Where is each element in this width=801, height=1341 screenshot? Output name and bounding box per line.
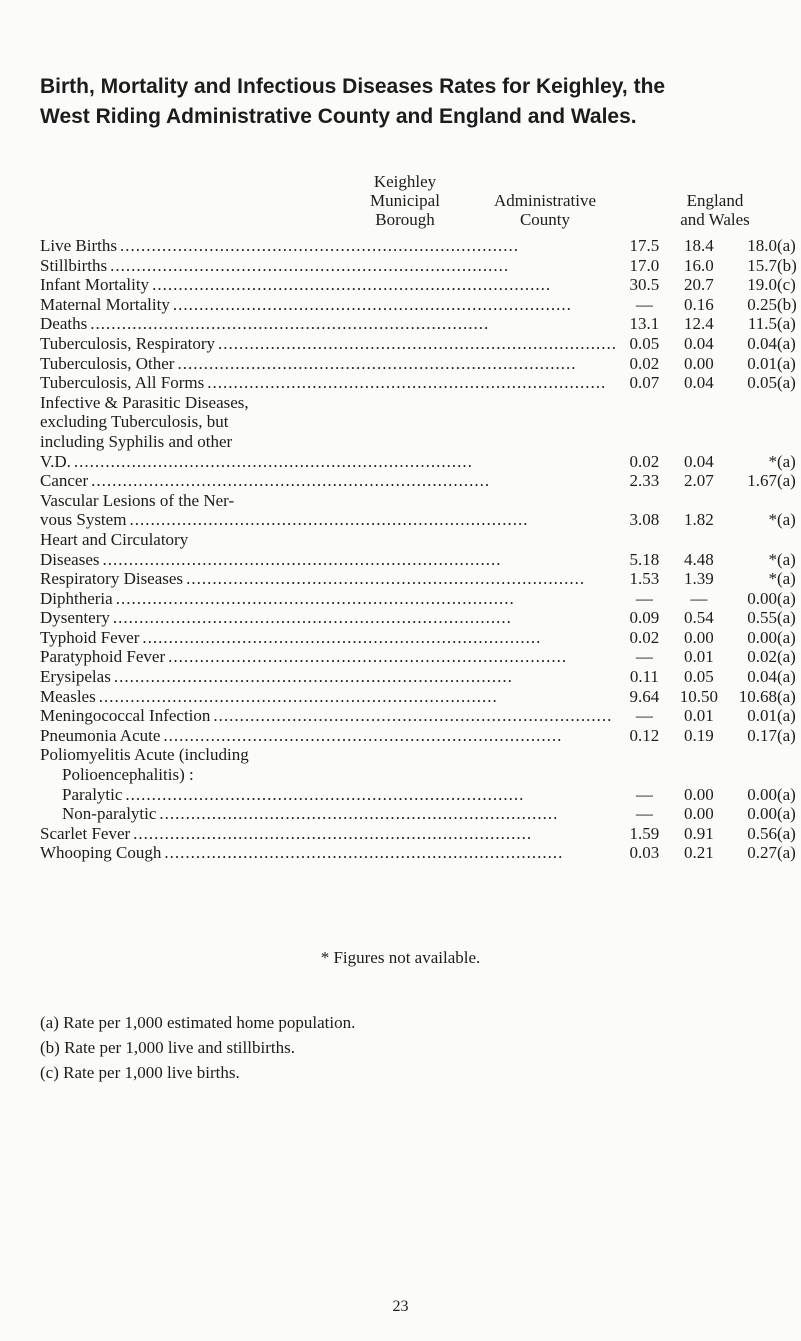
- value-keighley: —: [635, 294, 653, 314]
- leader-dots: [207, 373, 617, 393]
- value-england-wales: 0.56: [747, 823, 777, 843]
- value-keighley: 0.02: [629, 627, 660, 647]
- rate-basis-note: (a): [776, 333, 796, 353]
- leader-dots: [186, 569, 617, 589]
- footnote-a: (a) Rate per 1,000 estimated home population.: [40, 1013, 356, 1032]
- value-admin-county: 0.01: [683, 647, 714, 667]
- rate-basis-note: (b): [776, 255, 797, 275]
- value-keighley: 2.33: [629, 471, 660, 491]
- value-keighley: 0.12: [629, 725, 660, 745]
- value-england-wales: *: [768, 510, 777, 530]
- rate-basis-note: (a): [776, 784, 796, 804]
- value-england-wales: 18.0: [747, 236, 777, 255]
- value-admin-county: 0.91: [683, 823, 714, 843]
- rate-basis-note: (b): [776, 294, 797, 314]
- rate-basis-note: (c): [776, 275, 796, 295]
- value-admin-county: 0.00: [683, 784, 714, 804]
- column-header-administrative-county: Administrative County: [494, 191, 596, 229]
- title-line-1: Birth, Mortality and Infectious Diseases Rates for Keighley, the: [40, 75, 666, 98]
- row-label: Poliomyelitis Acute (including Polioencephalitis) : Paralytic .....: [40, 745, 617, 804]
- rate-basis-note: (a): [776, 373, 796, 393]
- value-admin-county: 10.50: [679, 686, 718, 706]
- rate-basis-note: (a): [776, 667, 796, 687]
- value-keighley: 0.03: [629, 843, 660, 863]
- row-label: Meningococcal Infection .....: [40, 706, 617, 726]
- row-label: Maternal Mortality .....: [40, 295, 617, 315]
- row-label: Cancer .....: [40, 471, 617, 491]
- value-admin-county: 0.04: [683, 451, 714, 471]
- value-england-wales: 0.04: [747, 667, 777, 687]
- value-keighley: 1.59: [629, 823, 660, 843]
- leader-dots: [125, 785, 617, 805]
- row-label: Erysipelas .....: [40, 667, 617, 687]
- table-row: [40, 843, 801, 863]
- value-england-wales: 0.02: [747, 647, 777, 667]
- rate-basis-note: (a): [776, 236, 796, 255]
- leader-dots: [114, 667, 617, 687]
- table-row: [40, 628, 801, 648]
- value-england-wales: *: [768, 451, 777, 471]
- table-row: [40, 804, 801, 824]
- table-row: [40, 471, 801, 491]
- rate-basis-note: (a): [776, 843, 796, 863]
- leader-dots: [90, 314, 617, 334]
- row-label: Measles .....: [40, 687, 617, 707]
- value-admin-county: 0.04: [683, 333, 714, 353]
- table-row: [40, 393, 801, 471]
- value-keighley: 0.05: [629, 333, 660, 353]
- row-label: Heart and Circulatory Diseases .....: [40, 530, 617, 569]
- value-keighley: —: [635, 647, 653, 667]
- table-row: [40, 589, 801, 609]
- rates-table: [40, 236, 801, 863]
- table-row: [40, 726, 801, 746]
- leader-dots: [142, 628, 617, 648]
- value-england-wales: 0.55: [747, 608, 777, 628]
- table-row: [40, 236, 801, 256]
- table-row: [40, 706, 801, 726]
- table-row: [40, 373, 801, 393]
- value-admin-county: 0.01: [683, 706, 714, 726]
- value-keighley: 17.5: [629, 236, 660, 255]
- row-label: Typhoid Fever .....: [40, 628, 617, 648]
- leader-dots: [113, 608, 617, 628]
- row-label: Vascular Lesions of the Ner- vous System .....: [40, 491, 617, 530]
- row-label: Live Births .....: [40, 236, 617, 256]
- value-england-wales: 0.00: [747, 784, 777, 804]
- table-row: [40, 314, 801, 334]
- row-label: Non-paralytic .....: [40, 804, 617, 824]
- title-line-2: West Riding Administrative County and England and Wales.: [40, 105, 637, 128]
- table-row: [40, 687, 801, 707]
- leader-dots: [129, 510, 617, 530]
- value-admin-county: 0.04: [683, 373, 714, 393]
- value-keighley: —: [635, 804, 653, 824]
- leader-dots: [99, 687, 617, 707]
- value-admin-county: 0.21: [683, 843, 714, 863]
- value-admin-county: 20.7: [683, 275, 714, 295]
- value-keighley: 3.08: [629, 510, 660, 530]
- row-label: Infective & Parasitic Diseases, excluding Tuberculosis, but including Syphilis and other V.D. .....: [40, 393, 617, 471]
- value-admin-county: 18.4: [683, 236, 714, 255]
- value-keighley: —: [635, 588, 653, 608]
- row-label: Tuberculosis, All Forms .....: [40, 373, 617, 393]
- rate-basis-note: (a): [776, 686, 796, 706]
- table-row: [40, 824, 801, 844]
- value-keighley: 0.02: [629, 353, 660, 373]
- rate-basis-note: (a): [776, 647, 796, 667]
- leader-dots: [102, 550, 617, 570]
- leader-dots: [173, 295, 617, 315]
- table-row: [40, 491, 801, 530]
- value-admin-county: 12.4: [683, 314, 714, 334]
- value-admin-county: 0.00: [683, 627, 714, 647]
- leader-dots: [164, 843, 617, 863]
- rate-basis-note: (a): [776, 314, 796, 334]
- table-row: [40, 295, 801, 315]
- value-keighley: 30.5: [629, 275, 660, 295]
- row-label: Whooping Cough .....: [40, 843, 617, 863]
- rate-basis-note: (a): [776, 627, 796, 647]
- value-keighley: 0.09: [629, 608, 660, 628]
- value-england-wales: 15.7: [747, 255, 777, 275]
- table-row: [40, 275, 801, 295]
- value-england-wales: *: [768, 549, 777, 569]
- table-row: [40, 530, 801, 569]
- value-england-wales: 0.00: [747, 804, 777, 824]
- value-england-wales: 0.27: [747, 843, 777, 863]
- value-keighley: —: [635, 784, 653, 804]
- rate-basis-note: (a): [776, 823, 796, 843]
- table-row: [40, 667, 801, 687]
- row-label: Tuberculosis, Respiratory .....: [40, 334, 617, 354]
- row-label: Diphtheria .....: [40, 589, 617, 609]
- value-england-wales: *: [768, 569, 777, 589]
- value-keighley: 13.1: [629, 314, 660, 334]
- value-keighley: 0.11: [629, 667, 659, 687]
- rate-basis-note: (a): [776, 569, 796, 589]
- rate-basis-note: (a): [776, 549, 796, 569]
- value-keighley: 9.64: [629, 686, 660, 706]
- value-keighley: 0.02: [629, 451, 660, 471]
- leader-dots: [163, 726, 617, 746]
- table-row: [40, 334, 801, 354]
- value-admin-county: —: [690, 588, 708, 608]
- value-england-wales: 11.5: [747, 314, 777, 334]
- value-admin-county: 0.05: [683, 667, 714, 687]
- row-label: Tuberculosis, Other .....: [40, 354, 617, 374]
- value-england-wales: 0.25: [747, 294, 777, 314]
- value-keighley: 5.18: [629, 549, 660, 569]
- rate-basis-note: (a): [776, 588, 796, 608]
- value-keighley: 1.53: [629, 569, 660, 589]
- value-admin-county: 16.0: [683, 255, 714, 275]
- leader-dots: [74, 452, 617, 472]
- column-header-keighley: Keighley Municipal Borough: [370, 172, 440, 229]
- table-row: [40, 256, 801, 276]
- value-keighley: 17.0: [629, 255, 660, 275]
- value-england-wales: 0.00: [747, 588, 777, 608]
- value-keighley: 0.07: [629, 373, 660, 393]
- value-england-wales: 0.00: [747, 627, 777, 647]
- row-label: Pneumonia Acute .....: [40, 726, 617, 746]
- table-row: [40, 647, 801, 667]
- rate-basis-note: (a): [776, 608, 796, 628]
- leader-dots: [177, 354, 617, 374]
- row-label: Scarlet Fever .....: [40, 824, 617, 844]
- table-row: [40, 745, 801, 804]
- rate-basis-note: (a): [776, 804, 796, 824]
- leader-dots: [152, 275, 617, 295]
- rate-basis-note: (a): [776, 706, 796, 726]
- leader-dots: [213, 706, 617, 726]
- leader-dots: [120, 236, 617, 256]
- value-admin-county: 0.00: [683, 353, 714, 373]
- table-row: [40, 569, 801, 589]
- rate-basis-note: (a): [776, 510, 796, 530]
- value-england-wales: 0.05: [747, 373, 777, 393]
- value-england-wales: 0.01: [747, 706, 777, 726]
- leader-dots: [159, 804, 617, 824]
- leader-dots: [116, 589, 617, 609]
- footnote-c: (c) Rate per 1,000 live births.: [40, 1063, 240, 1082]
- footnotes: [40, 1010, 355, 1085]
- value-admin-county: 0.16: [683, 294, 714, 314]
- leader-dots: [133, 824, 617, 844]
- table-row: [40, 354, 801, 374]
- row-label: Infant Mortality .....: [40, 275, 617, 295]
- value-admin-county: 0.54: [683, 608, 714, 628]
- value-keighley: —: [635, 706, 653, 726]
- table-row: [40, 608, 801, 628]
- value-england-wales: 1.67: [747, 471, 777, 491]
- value-admin-county: 1.82: [683, 510, 714, 530]
- value-admin-county: 1.39: [683, 569, 714, 589]
- row-label: Paratyphoid Fever .....: [40, 647, 617, 667]
- rate-basis-note: (a): [776, 725, 796, 745]
- value-england-wales: 0.04: [747, 333, 777, 353]
- value-england-wales: 10.68: [738, 686, 777, 706]
- rate-basis-note: (a): [776, 451, 796, 471]
- row-label: Respiratory Diseases .....: [40, 569, 617, 589]
- column-header-england-wales: England and Wales: [680, 191, 750, 229]
- leader-dots: [168, 647, 617, 667]
- value-admin-county: 0.19: [683, 725, 714, 745]
- row-label: Stillbirths .....: [40, 256, 617, 276]
- value-admin-county: 4.48: [683, 549, 714, 569]
- value-england-wales: 19.0: [747, 275, 777, 295]
- value-england-wales: 0.01: [747, 353, 777, 373]
- footnote-not-available: * Figures not available.: [320, 948, 481, 967]
- row-label: Deaths .....: [40, 314, 617, 334]
- leader-dots: [110, 256, 617, 276]
- value-admin-county: 2.07: [683, 471, 714, 491]
- value-admin-county: 0.00: [683, 804, 714, 824]
- page-number: 23: [392, 1298, 409, 1315]
- rate-basis-note: (a): [776, 353, 796, 373]
- row-label: Dysentery .....: [40, 608, 617, 628]
- rate-basis-note: (a): [776, 471, 796, 491]
- leader-dots: [218, 334, 617, 354]
- value-england-wales: 0.17: [747, 725, 777, 745]
- footnote-b: (b) Rate per 1,000 live and stillbirths.: [40, 1038, 295, 1057]
- leader-dots: [91, 471, 617, 491]
- page-title: [40, 72, 780, 132]
